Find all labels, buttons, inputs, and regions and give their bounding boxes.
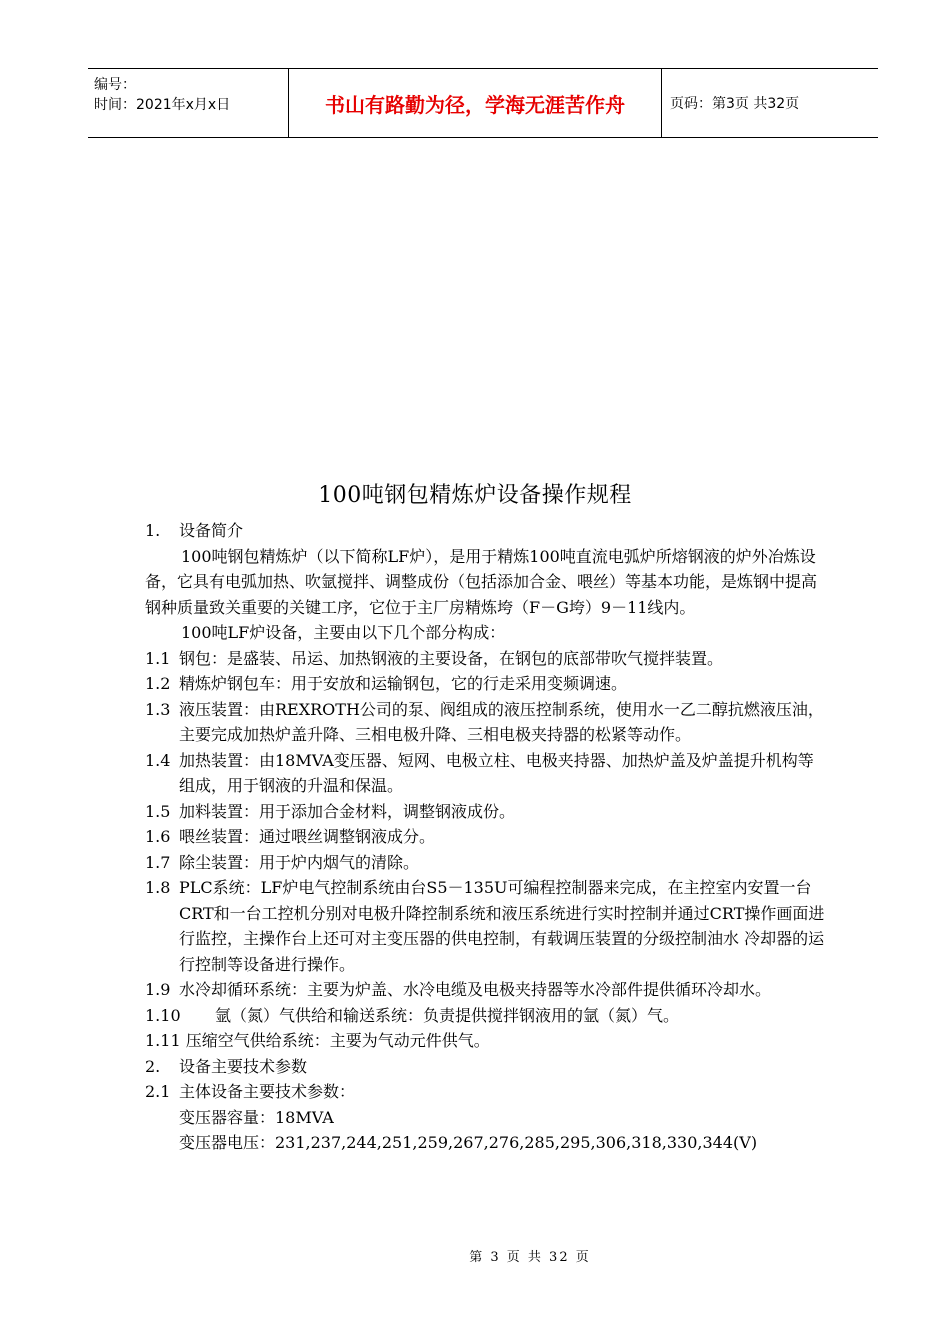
item-number: 1.10 [145,1005,181,1025]
item-number: 1.6 [145,827,171,846]
list-item [145,1003,825,1029]
document-title: 100吨钢包精炼炉设备操作规程 [318,483,632,508]
list-item: 1.11 压缩空气供给系统：主要为气动元件供气。 [145,1031,490,1050]
item-number: 1.9 [145,980,171,999]
number-label: 编号： [94,77,136,93]
item-text: 加热装置：由18MVA变压器、短网、电极立柱、电极夹持器、加热炉盖及炉盖提升机构等组成，用于钢液的升温和保温。 [179,750,814,795]
item-text: PLC系统：LF炉电气控制系统由台S5－135U可编程控制器来完成，在主控室内安置一台CRT和一台工控机分别对电极升降控制系统和液压系统进行实时控制并通过CRT操作画面进行监控，主操作台上还可对主变压器的供电控制，有载调压装置的分级控制油水 冷却器的运行控制等设备进行操作。 [179,878,825,974]
time-label: 时间：2021年x月x日 [94,97,231,113]
section-heading [145,1054,825,1080]
list-item [145,1079,825,1105]
item-text: 除尘装置：用于炉内烟气的清除。 [179,852,420,872]
list-item [145,824,825,850]
item-text: 主体设备主要技术参数： [179,1082,356,1101]
page-footer: 第 3 页 共 32 页 [469,1250,591,1265]
list-item [145,697,825,748]
item-number: 1.8 [145,878,171,897]
item-text: 液压装置：由REXROTH公司的泵、阀组成的液压控制系统，使用水一乙二醇抗燃液压油，主要完成加热炉盖升降、三相电极升降、三相电极夹持器的松紧等动作。 [179,699,824,744]
section-number: 1. [145,521,161,540]
list-item [145,748,825,799]
section-number: 2. [145,1056,161,1076]
item-number: 2.1 [145,1082,171,1101]
list-item [145,850,825,876]
item-number: 1.4 [145,750,171,770]
item-number: 1.5 [145,801,171,821]
list-item [145,646,825,672]
list-item [145,799,825,825]
item-number: 1.3 [145,699,171,719]
header-motto: 书山有路勤为径，学海无涯苦作舟 [288,69,662,137]
intro-paragraph: 100吨LF炉设备，主要由以下几个部分构成： [181,623,506,642]
item-number: 1.1 [145,648,171,668]
section-text: 设备主要技术参数 [179,1056,308,1076]
intro-paragraph: 100吨钢包精炼炉（以下简称LF炉），是用于精炼100吨直流电弧炉所熔钢液的炉外冶炼设备，它具有电弧加热、吹氩搅拌、调整成份（包括添加合金、喂丝）等基本功能，是炼钢中提高钢种质量致关重要的关键工序，它位于主厂房精炼垮（F－G垮）9－11线内。 [145,546,818,617]
section-heading [145,518,825,544]
item-number: 1.7 [145,852,171,872]
header-meta [88,69,288,137]
parameter-line: 变压器容量：18MVA [179,1107,334,1127]
item-text: 钢包：是盛装、吊运、加热钢液的主要设备，在钢包的底部带吹气搅拌装置。 [179,648,724,668]
parameter-line: 变压器电压：231,237,244,251,259,267,276,285,295,306,318,330,344(V) [179,1133,758,1152]
item-text: 氩（氮）气供给和输送系统：负责提供搅拌钢液用的氩（氮）气。 [215,1005,680,1025]
section-text: 设备简介 [179,521,244,540]
item-text: 喂丝装置：通过喂丝调整钢液成分。 [179,827,436,846]
item-number: 1.2 [145,674,171,693]
list-item [145,977,825,1003]
page-header [88,68,878,138]
list-item [145,671,825,697]
document-body [145,518,825,1156]
header-page-info: 页码：第3页 共32页 [670,96,800,112]
item-text: 水冷却循环系统：主要为炉盖、水冷电缆及电极夹持器等水冷部件提供循环冷却水。 [179,980,772,999]
list-item [145,875,825,977]
item-text: 精炼炉钢包车：用于安放和运输钢包，它的行走采用变频调速。 [179,674,628,693]
item-text: 加料装置：用于添加合金材料，调整钢液成份。 [179,801,516,821]
